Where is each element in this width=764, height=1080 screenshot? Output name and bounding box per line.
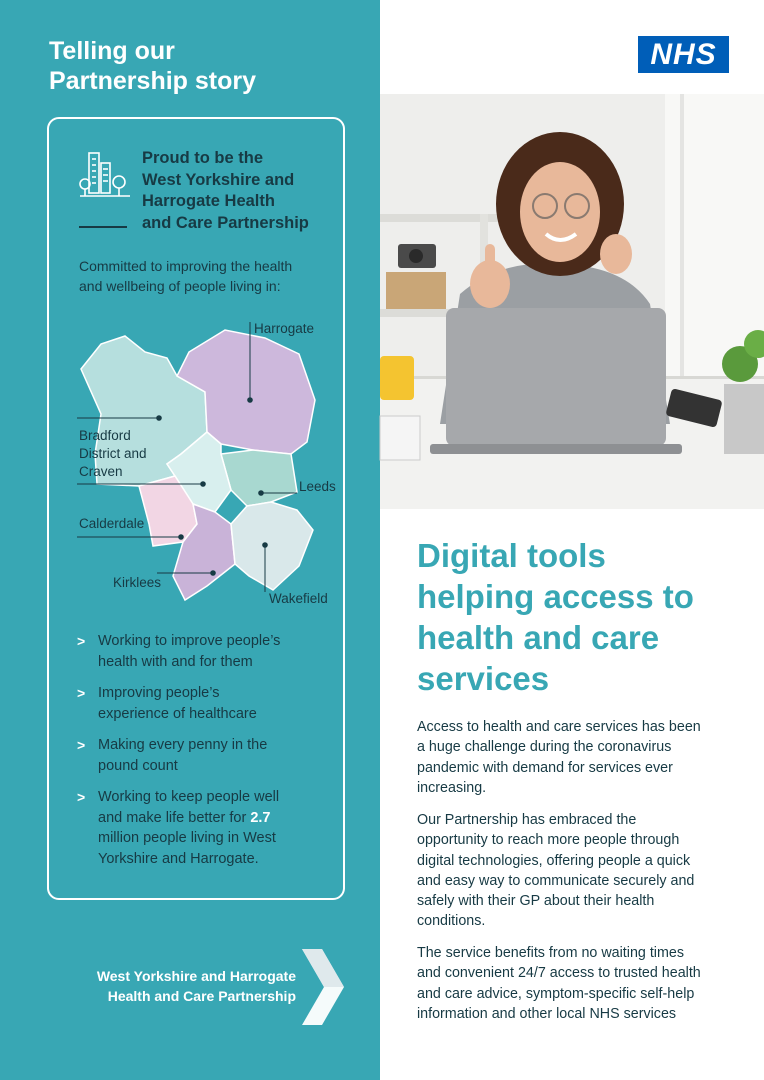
aims-list [77, 631, 339, 880]
map-label-kirklees: Kirklees [113, 575, 162, 590]
map-region-wakefield [231, 502, 313, 590]
card-heading: Proud to be the West Yorkshire and Harrogate Health and Care Partnership [142, 149, 309, 232]
nhs-logo: NHS [638, 36, 729, 73]
chevron-right-icon: > [77, 633, 86, 649]
heading-divider [79, 226, 127, 228]
population-figure: 2.7 [250, 809, 271, 826]
hero-photo [380, 94, 764, 509]
region-map [77, 314, 336, 614]
panel-title: Telling our Partnership story [49, 37, 257, 95]
body-paragraph-3: The service benefits from no waiting times and convenient 24/7 access to trusted health and care advice, symptom-specific self-help information and other local NHS services [417, 945, 701, 1022]
woman-with-laptop-illustration [380, 94, 764, 509]
map-label-bradford: Bradford District and Craven [79, 428, 147, 479]
map-label-leeds: Leeds [299, 479, 336, 494]
map-label-harrogate: Harrogate [254, 321, 315, 336]
map-label-calderdale: Calderdale [79, 516, 145, 531]
left-panel [0, 0, 380, 1080]
list-item: > Working to improve people’s health with and for them [77, 633, 281, 670]
partnership-chevron-logo [300, 947, 346, 1027]
chevron-right-icon: > [77, 789, 86, 805]
list-item: > Making every penny in the pound count [77, 737, 268, 774]
map-label-wakefield: Wakefield [269, 591, 328, 606]
partnership-card [47, 117, 345, 900]
list-item: > Improving people’s experience of healthcare [77, 685, 257, 722]
body-paragraph-2: Our Partnership has embraced the opportunity to reach more people through digital technologies, offering people a quick and easy way to communicate securely and safely with their GP about their health conditions. [417, 812, 695, 930]
card-intro: Committed to improving the health and wellbeing of people living in: [79, 258, 293, 294]
main-title: Digital tools helping access to health and care services [417, 537, 694, 697]
chevron-right-icon: > [77, 685, 86, 701]
partnership-name: West Yorkshire and Harrogate Health and Care Partnership [96, 968, 296, 1004]
city-buildings-icon [79, 151, 131, 203]
list-item: > Working to keep people well and make life better for 2.7 million people living in West Yorkshire and Harrogate. [77, 789, 280, 867]
map-region-leeds [221, 450, 297, 506]
body-paragraph-1: Access to health and care services has been a huge challenge during the coronavirus pandemic with demand for services ever increasing. [417, 719, 701, 796]
chevron-right-icon: > [77, 737, 86, 753]
